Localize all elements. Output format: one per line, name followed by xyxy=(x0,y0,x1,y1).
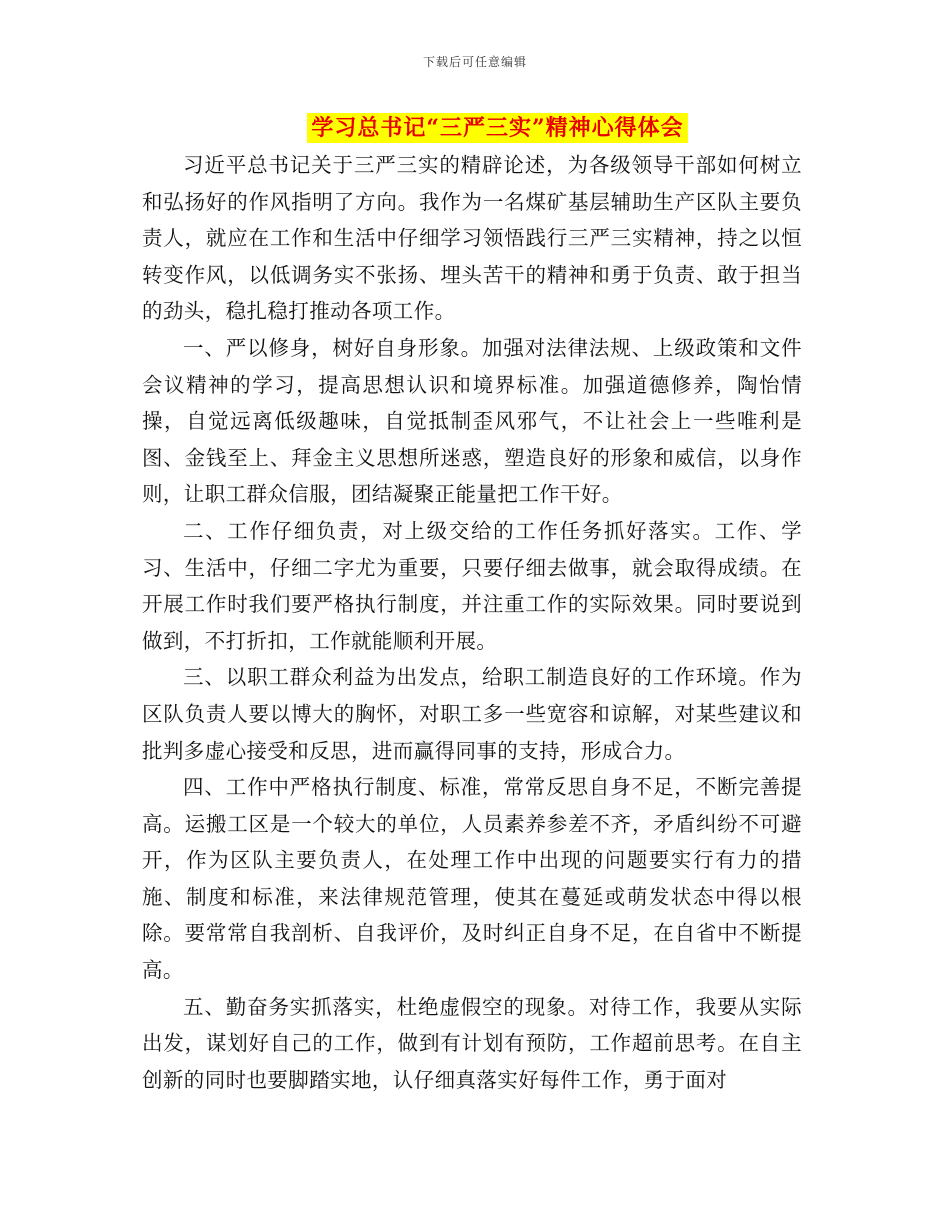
document-title: 学习总书记“三严三实”精神心得体会 xyxy=(307,113,687,143)
title-container xyxy=(0,113,950,143)
paragraph-5: 五、勤奋务实抓落实，杜绝虚假空的现象。对待工作，我要从实际出发，谋划好自己的工作，做到有计划有预防，工作超前思考。在自主创新的同时也要脚踏实地，认仔细真落实好每件工作，勇于面对 xyxy=(142,994,802,1092)
paragraph-1: 一、严以修身，树好自身形象。加强对法律法规、上级政策和文件会议精神的学习，提高思想认识和境界标准。加强道德修养，陶怡情操，自觉远离低级趣味，自觉抵制歪风邪气，不让社会上一些唯利是图、金钱至上、拜金主义思想所迷惑，塑造良好的形象和威信，以身作则，让职工群众信服，团结凝聚正能量把工作干好。 xyxy=(142,335,802,507)
paragraph-2: 二、工作仔细负责，对上级交给的工作任务抓好落实。工作、学习、生活中，仔细二字尤为重要，只要仔细去做事，就会取得成绩。在开展工作时我们要严格执行制度，并注重工作的实际效果。同时要说到做到，不打折扣，工作就能顺利开展。 xyxy=(142,518,802,653)
paragraph-3: 三、以职工群众利益为出发点，给职工制造良好的工作环境。作为区队负责人要以博大的胸怀，对职工多一些宽容和谅解，对某些建议和批判多虚心接受和反思，进而赢得同事的支持，形成合力。 xyxy=(142,665,802,763)
document-body xyxy=(142,147,802,1098)
page-header: 下载后可任意编辑 xyxy=(422,55,527,69)
paragraph-4: 四、工作中严格执行制度、标准，常常反思自身不足，不断完善提高。运搬工区是一个较大的单位，人员素养参差不齐，矛盾纠纷不可避开，作为区队主要负责人，在处理工作中出现的问题要实行有力的措施、制度和标准，来法律规范管理，使其在蔓延或萌发状态中得以根除。要常常自我剖析、自我评价，及时纠正自身不足，在自省中不断提高。 xyxy=(142,775,802,983)
paragraph-intro: 习近平总书记关于三严三实的精辟论述，为各级领导干部如何树立和弘扬好的作风指明了方向。我作为一名煤矿基层辅助生产区队主要负责人，就应在工作和生活中仔细学习领悟践行三严三实精神，持之以恒转变作风，以低调务实不张扬、埋头苦干的精神和勇于负责、敢于担当的劲头，稳扎稳打推动各项工作。 xyxy=(142,153,802,324)
